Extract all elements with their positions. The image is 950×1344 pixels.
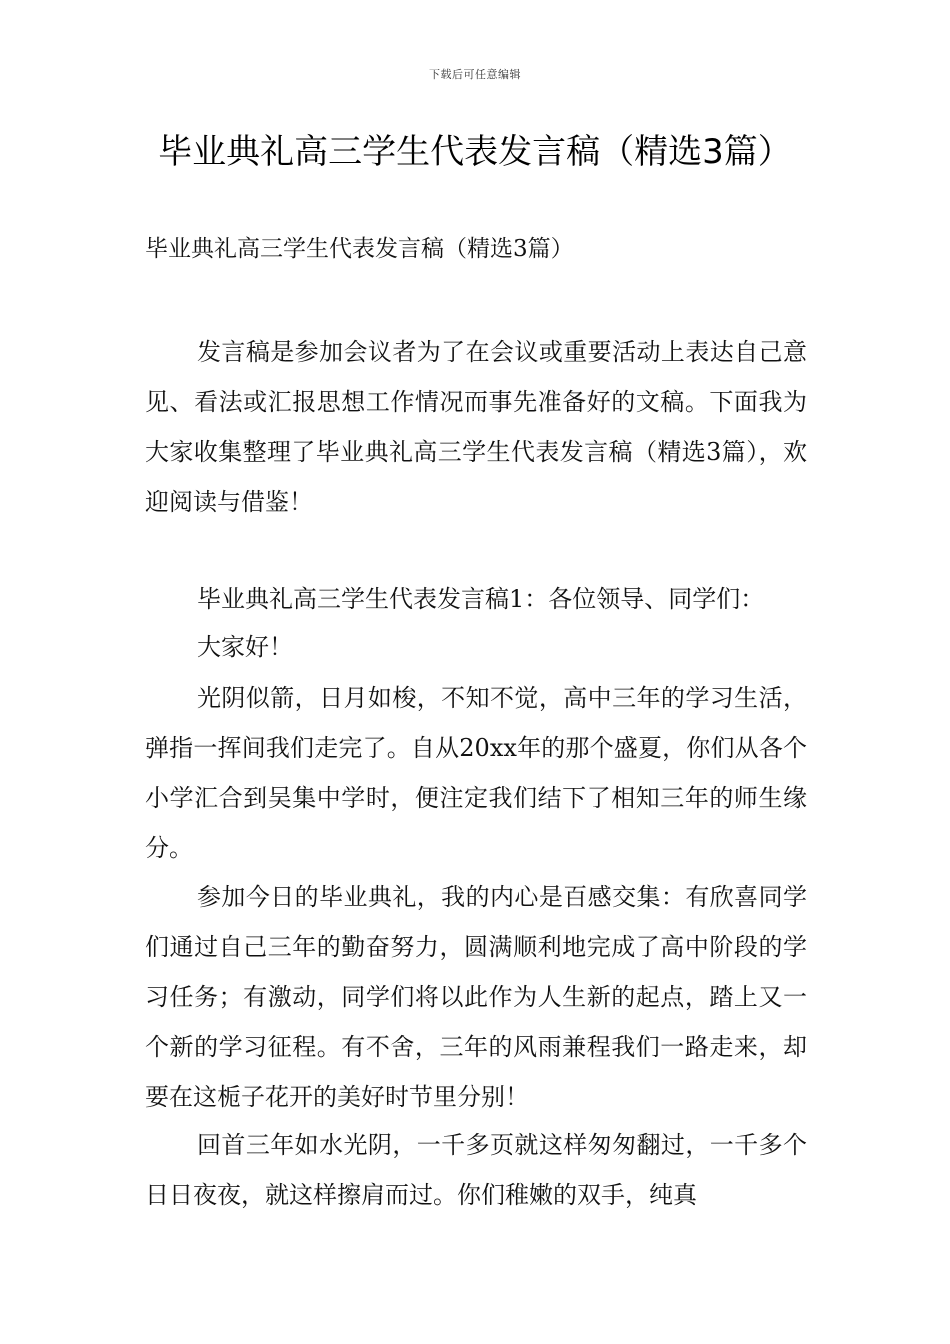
body-paragraph: 参加今日的毕业典礼，我的内心是百感交集：有欣喜同学们通过自己三年的勤奋努力，圆满顺利地完成了高中阶段的学习任务；有激动，同学们将以此作为人生新的起点，踏上又一个新的学习征程。有不舍，三年的风雨兼程我们一路走来，却要在这栀子花开的美好时节里分别！ bbox=[145, 883, 807, 1111]
header-note: 下载后可任意编辑 bbox=[429, 68, 521, 81]
document-title: 毕业典礼高三学生代表发言稿（精选3篇） bbox=[158, 132, 792, 172]
intro-paragraph: 发言稿是参加会议者为了在会议或重要活动上表达自己意见、看法或汇报思想工作情况而事先准备好的文稿。下面我为大家收集整理了毕业典礼高三学生代表发言稿（精选3篇），欢迎阅读与借鉴！ bbox=[145, 338, 807, 516]
greeting-paragraph: 大家好！ bbox=[197, 633, 293, 661]
body-paragraph: 光阴似箭，日月如梭，不知不觉，高中三年的学习生活，弹指一挥间我们走完了。自从20xx年的那个盛夏，你们从各个小学汇合到吴集中学时，便注定我们结下了相知三年的师生缘分。 bbox=[145, 684, 807, 862]
document-subtitle: 毕业典礼高三学生代表发言稿（精选3篇） bbox=[145, 236, 574, 262]
body-paragraph: 回首三年如水光阴，一千多页就这样匆匆翻过，一千多个日日夜夜，就这样擦肩而过。你们稚嫩的双手，纯真 bbox=[145, 1131, 807, 1209]
speech-heading: 毕业典礼高三学生代表发言稿1：各位领导、同学们： bbox=[197, 585, 765, 613]
